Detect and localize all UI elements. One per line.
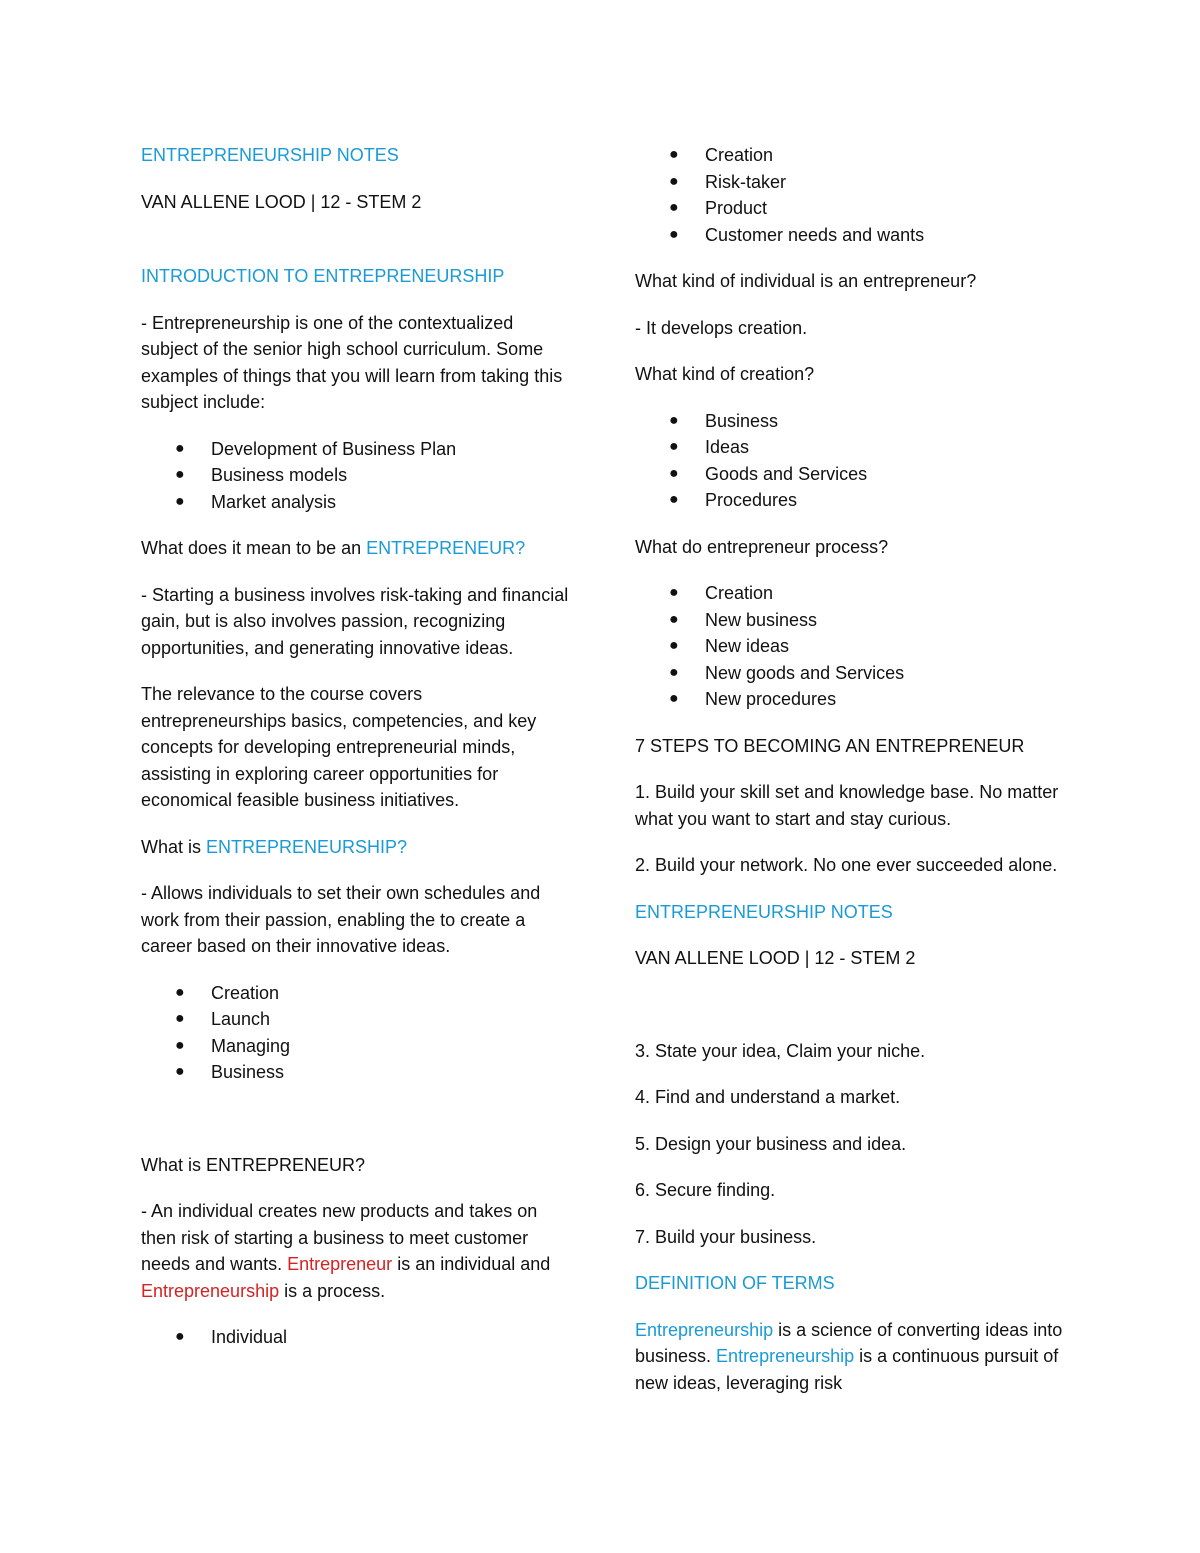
bullet-icon: ● xyxy=(669,464,679,482)
list-item: ● Market analysis xyxy=(141,489,571,516)
bullet-icon: ● xyxy=(669,637,679,654)
definition-entrepreneurship: Entrepreneurship is a science of converting ideas into business. Entrepreneurship is a continuous pursuit of new ideas, leveraging risk xyxy=(635,1319,1063,1393)
doc-title: ENTREPRENEURSHIP NOTES xyxy=(141,145,399,165)
list-item: ● Individual xyxy=(141,1324,571,1351)
question-entrepreneur-meaning: What does it mean to be an ENTREPRENEUR? xyxy=(141,538,526,558)
bullet-icon: ● xyxy=(669,438,679,455)
bullet-icon: ● xyxy=(175,466,185,483)
list-item: ● Business xyxy=(635,408,1065,435)
bullet-icon: ● xyxy=(175,1328,185,1345)
list-item: ● Procedures xyxy=(635,487,1065,514)
bullet-icon: ● xyxy=(669,584,679,601)
list-item: ● Business models xyxy=(141,462,571,489)
list-item: ● New business xyxy=(635,607,1065,634)
question-kind-of-creation: What kind of creation? xyxy=(635,364,815,384)
bullet-icon: ● xyxy=(175,492,185,510)
left-column xyxy=(141,142,571,1371)
right-column xyxy=(635,142,1065,1416)
list-item: ● Creation xyxy=(635,580,1065,607)
bullet-icon: ● xyxy=(669,491,679,508)
intro-list xyxy=(141,436,571,516)
doc-title-repeat: ENTREPRENEURSHIP NOTES xyxy=(635,901,893,922)
list-item: ● New ideas xyxy=(635,633,1065,660)
bullet-icon: ● xyxy=(669,199,679,216)
doc-author-repeat: VAN ALLENE LOOD | 12 - STEM 2 xyxy=(635,948,916,968)
creation-list xyxy=(635,408,1065,514)
bullet-icon: ● xyxy=(175,1010,185,1027)
answer-entrepreneurship: - Allows individuals to set their own schedules and work from their passion, enabling the to create a career based on their innovative ideas. xyxy=(141,883,541,956)
list-item: ● Creation xyxy=(141,980,571,1007)
list-item: ● Ideas xyxy=(635,434,1065,461)
bullet-icon: ● xyxy=(175,1036,185,1054)
answer-kind-of-individual: - It develops creation. xyxy=(635,317,808,338)
step-4: 4. Find and understand a market. xyxy=(635,1087,901,1107)
steps-heading: 7 STEPS TO BECOMING AN ENTREPRENEUR xyxy=(635,735,1025,756)
step-2: 2. Build your network. No one ever succeeded alone. xyxy=(635,855,1058,875)
list-item: ● Launch xyxy=(141,1006,571,1033)
intro-heading: INTRODUCTION TO ENTREPRENEURSHIP xyxy=(141,266,505,286)
entrepreneur-traits-list xyxy=(635,142,1065,248)
step-6: 6. Secure finding. xyxy=(635,1180,776,1200)
question-kind-of-individual: What kind of individual is an entrepreneur? xyxy=(635,271,977,291)
list-item: ● Managing xyxy=(141,1033,571,1060)
list-item: ● Customer needs and wants xyxy=(635,222,1065,249)
doc-author: VAN ALLENE LOOD | 12 - STEM 2 xyxy=(141,191,422,212)
bullet-icon: ● xyxy=(669,411,679,429)
step-7: 7. Build your business. xyxy=(635,1226,817,1247)
bullet-icon: ● xyxy=(175,983,185,1001)
definitions-heading: DEFINITION OF TERMS xyxy=(635,1273,835,1293)
step-3: 3. State your idea, Claim your niche. xyxy=(635,1040,926,1061)
intro-text: - Entrepreneurship is one of the contextualized subject of the senior high school curriculum. Some examples of things that you will learn from taking this subject include: xyxy=(141,312,563,412)
list-item: ● New procedures xyxy=(635,686,1065,713)
answer-entrepreneur-meaning: - Starting a business involves risk-taking and financial gain, but is also involves passion, recognizing opportunities, and generating innovative ideas. xyxy=(141,584,569,658)
bullet-icon: ● xyxy=(669,690,679,707)
bullet-icon: ● xyxy=(669,225,679,243)
list-item: ● Goods and Services xyxy=(635,461,1065,488)
list-item: ● Development of Business Plan xyxy=(141,436,571,463)
bullet-icon: ● xyxy=(669,146,679,163)
list-item: ● Business xyxy=(141,1059,571,1086)
list-item: ● Risk-taker xyxy=(635,169,1065,196)
step-1: 1. Build your skill set and knowledge base. No matter what you want to start and stay curious. xyxy=(635,782,1059,829)
bullet-icon: ● xyxy=(175,439,185,457)
bullet-icon: ● xyxy=(669,663,679,681)
entrepreneurship-list xyxy=(141,980,571,1086)
bullet-icon: ● xyxy=(669,172,679,190)
list-item: ● Creation xyxy=(635,142,1065,169)
answer-entrepreneur: - An individual creates new products and takes on then risk of starting a business to meet customer needs and wants. Entrepreneur is an individual and Entrepreneurship is a process. xyxy=(141,1201,551,1301)
bullet-icon: ● xyxy=(669,610,679,628)
list-item: ● New goods and Services xyxy=(635,660,1065,687)
entrepreneur-list xyxy=(141,1324,571,1351)
list-item: ● Product xyxy=(635,195,1065,222)
question-entrepreneur-process: What do entrepreneur process? xyxy=(635,536,889,557)
step-5: 5. Design your business and idea. xyxy=(635,1133,907,1154)
process-list xyxy=(635,580,1065,713)
question-entrepreneur: What is ENTREPRENEUR? xyxy=(141,1154,366,1175)
bullet-icon: ● xyxy=(175,1063,185,1080)
relevance-paragraph: The relevance to the course covers entrepreneurships basics, competencies, and key concepts for developing entrepreneurial minds, assisting in exploring career opportunities for economical feasible business initiatives. xyxy=(141,684,537,810)
question-entrepreneurship: What is ENTREPRENEURSHIP? xyxy=(141,836,408,857)
